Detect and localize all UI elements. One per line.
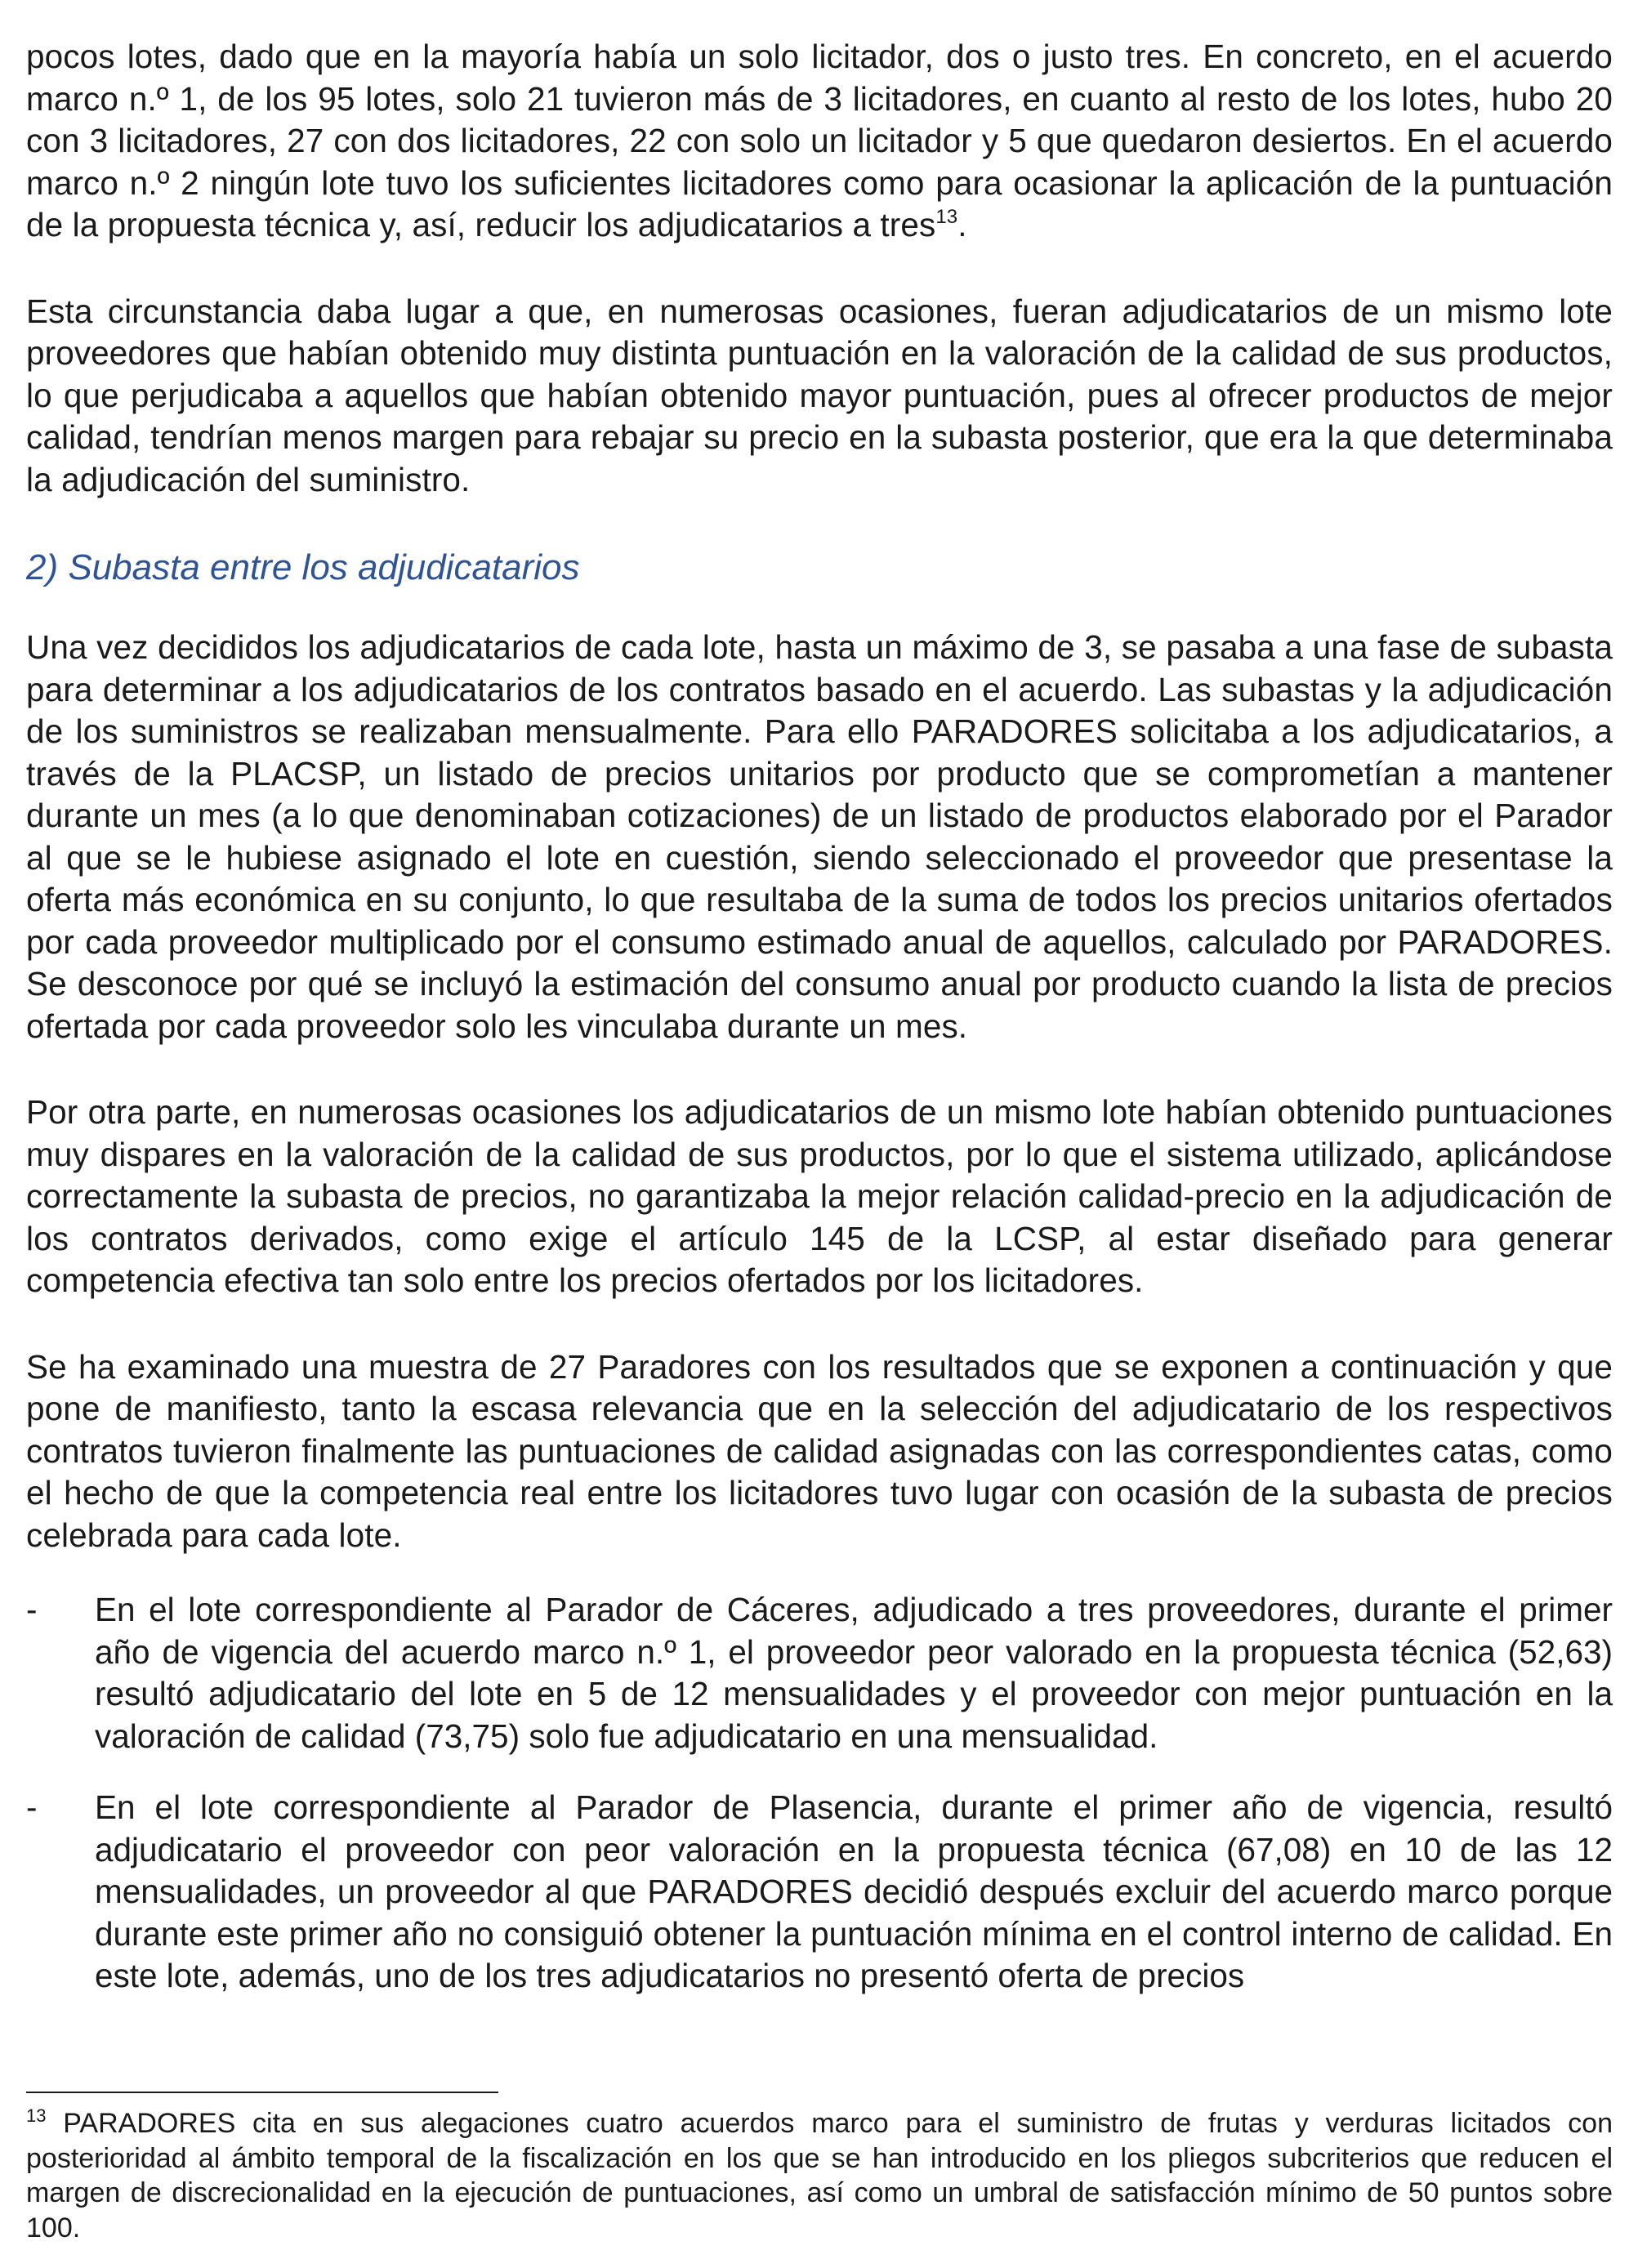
footnote-13 [26,2106,1613,2245]
paragraph-end-punctuation: . [957,206,967,243]
paragraph-quality-disparity: Esta circunstancia daba lugar a que, en numerosas ocasiones, fueran adjudicatarios de un mismo lote proveedores que habían obtenido muy distinta puntuación en la valoración de la calidad de sus productos, lo que perjudicaba a aquellos que habían obtenido mayor puntuación, pues al ofrecer productos de mejor calidad, tendrían menos margen para rebajar su precio en la subasta posterior, que era la que determinaba la adjudicación del suministro. [26,292,1613,498]
list-item [26,1589,1613,1757]
paragraph-text: pocos lotes, dado que en la mayoría había un solo licitador, dos o justo tres. En concreto, en el acuerdo marco n.º 1, de los 95 lotes, solo 21 tuvieron más de 3 licitadores, en cuanto al resto de los lotes, hubo 20 con 3 licitadores, 27 con dos licitadores, 22 con solo un licitador y 5 que quedaron desiertos. En el acuerdo marco n.º 2 ningún lote tuvo los suficientes licitadores como para ocasionar la aplicación de la puntuación de la propuesta técnica y, así, reducir los adjudicatarios a tres [26,38,1613,243]
footnote-number: 13 [26,2105,47,2126]
list-item-text: En el lote correspondiente al Parador de Plasencia, durante el primer año de vigencia, resultó adjudicatario el proveedor con peor valoración en la propuesta técnica (67,08) en 10 de las 12 mensualidades, un proveedor al que PARADORES decidió después excluir del acuerdo marco porque durante este primer año no consiguió obtener la puntuación mínima en el control interno de calidad. En este lote, además, uno de los tres adjudicatarios no presentó oferta de precios [95,1788,1613,1994]
list-item-text: En el lote correspondiente al Parador de Cáceres, adjudicado a tres proveedores, durante el primer año de vigencia del acuerdo marco n.º 1, el proveedor peor valorado en la propuesta técnica (52,63) resultó adjudicatario del lote en 5 de 12 mensualidades y el proveedor con mejor puntuación en la valoración de calidad (73,75) solo fue adjudicatario en una mensualidad. [95,1591,1613,1755]
list-dash-marker: - [26,1591,38,1628]
footnote-text: PARADORES cita en sus alegaciones cuatro acuerdos marco para el suministro de frutas y verduras licitados con posterioridad al ámbito temporal de la fiscalización en los que se han introducido en los pliegos subcriterios que reducen el margen de discrecionalidad en la ejecución de puntuaciones, así como un umbral de satisfacción mínimo de 50 puntos sobre 100. [26,2108,1613,2243]
section-heading-auction: 2) Subasta entre los adjudicatarios [26,547,580,587]
list-item [26,1787,1613,1998]
footnote-reference-13[interactable]: 13 [935,206,958,228]
list-dash-marker: - [26,1788,38,1826]
paragraph-sample-examined: Se ha examinado una muestra de 27 Paradores con los resultados que se exponen a continuación y que pone de manifiesto, tanto la escasa relevancia que en la selección del adjudicatario de los respectivos contratos tuvieron finalmente las puntuaciones de calidad asignadas con las correspondientes catas, como el hecho de que la competencia real entre los licitadores tuvo lugar con ocasión de la subasta de precios celebrada para cada lote. [26,1347,1613,1554]
paragraph-quality-price-ratio: Por otra parte, en numerosas ocasiones los adjudicatarios de un mismo lote habían obtenido puntuaciones muy dispares en la valoración de la calidad de sus productos, por lo que el sistema utilizado, aplicándose correctamente la subasta de precios, no garantizaba la mejor relación calidad-precio en la adjudicación de los contratos derivados, como exige el artículo 145 de la LCSP, al estar diseñado para generar competencia efectiva tan solo entre los precios ofertados por los licitadores. [26,1093,1613,1299]
document-page [26,36,1613,2027]
paragraph-lot-bidders [26,36,1613,247]
findings-list [26,1589,1613,1998]
paragraph-auction-process: Una vez decididos los adjudicatarios de cada lote, hasta un máximo de 3, se pasaba a una fase de subasta para determinar a los adjudicatarios de los contratos basado en el acuerdo. Las subastas y la adjudicación de los suministros se realizaban mensualmente. Para ello PARADORES solicitaba a los adjudicatarios, a través de la PLACSP, un listado de precios unitarios por producto que se comprometían a mantener durante un mes (a lo que denominaban cotizaciones) de un listado de productos elaborado por el Parador al que se le hubiese asignado el lote en cuestión, siendo seleccionado el proveedor que presentase la oferta más económica en su conjunto, lo que resultaba de la suma de todos los precios unitarios ofertados por cada proveedor multiplicado por el consumo estimado anual de aquellos, calculado por PARADORES. Se desconoce por qué se incluyó la estimación del consumo anual por producto cuando la lista de precios ofertada por cada proveedor solo les vinculaba durante un mes. [26,628,1613,1045]
footnote-separator [26,2092,498,2093]
